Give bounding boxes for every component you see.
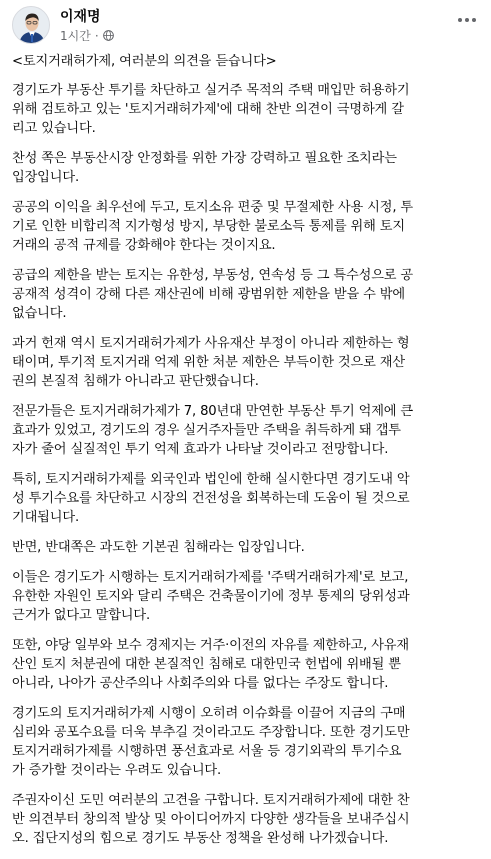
- post-paragraph: 과거 헌재 역시 토지거래허가제가 사유재산 부정이 아니라 제한하는 형 태이며, 투기적 토지거래 억제 위한 처분 제한은 부득이한 것으로 재산 권의 본질적 침해가 아니라고 판단했습니다.: [12, 336, 410, 389]
- post-paragraph: 공공의 이익을 최우선에 두고, 토지소유 편중 및 무절제한 사용 시정, 투 기로 인한 비합리적 지가형성 방지, 부당한 불로소득 통제를 위해 토지 거래의 공적 규제를 강화해야 한다는 것이지요.: [12, 200, 413, 253]
- post-paragraph: 특히, 토지거래허가제를 외국인과 법인에 한해 실시한다면 경기도내 악 성 투기수요를 차단하고 시장의 건전성을 회복하는데 도움이 될 것으로 기대됩니다.: [12, 472, 410, 525]
- post-paragraph: 경기도가 부동산 투기를 차단하고 실거주 목적의 주택 매입만 허용하기 위해 검토하고 있는 '토지거래허가제'에 대해 찬반 의견이 극명하게 갈 리고 있습니다.: [12, 83, 410, 136]
- post-time[interactable]: 1시간: [60, 29, 91, 43]
- meta-separator: ·: [94, 28, 99, 43]
- post-paragraph: 반면, 반대쪽은 과도한 기본권 침해라는 입장입니다.: [12, 540, 305, 555]
- more-options-icon[interactable]: [455, 12, 479, 28]
- post-paragraph: 전문가들은 토지거래허가제가 7, 80년대 만연한 부동산 투기 억제에 큰 효과가 있었고, 경기도의 경우 실거주자들만 주택을 취득하게 돼 갭투 자가 줄어 실질적인 투기 억제 효과가 나타날 것이라고 전망합니다.: [12, 404, 414, 457]
- globe-icon[interactable]: [103, 30, 114, 41]
- post-body: [12, 52, 480, 859]
- post-paragraph: 이들은 경기도가 시행하는 토지거래허가제를 '주택거래허가제'로 보고, 유한한 자원인 토지와 달리 주택은 건축물이기에 정부 통제의 당위성과 근거가 없다고 말합니다.: [12, 570, 410, 623]
- post-meta: [60, 27, 114, 44]
- author-avatar[interactable]: [12, 6, 50, 44]
- post-title: <토지거래허가제, 여러분의 의견을 듣습니다>: [12, 54, 277, 69]
- post-header: [0, 0, 491, 50]
- post-paragraph: 또한, 야당 일부와 보수 경제지는 거주·이전의 자유를 제한하고, 사유재 산인 토지 처분권에 대한 본질적인 침해로 대한민국 헌법에 위배될 뿐 아니라, 나아가 공산주의나 사회주의와 다를 없다는 주장도 합니다.: [12, 638, 409, 691]
- author-name[interactable]: 이재명: [60, 9, 101, 25]
- post-paragraph: 경기도의 토지거래허가제 시행이 오히려 이슈화를 이끌어 지금의 구매 심리와 공포수요를 더욱 부추길 것이라고도 주장합니다. 또한 경기도만 토지거래허가제를 시행하면 풍선효과로 서울 등 경기외곽의 투기수요 가 증가할 것이라는 우려도 있습니다.: [12, 706, 410, 778]
- post-paragraph: 공급의 제한을 받는 토지는 유한성, 부동성, 연속성 등 그 특수성으로 공 공재적 성격이 강해 다른 재산권에 비해 광범위한 제한을 받을 수 밖에 없습니다.: [12, 268, 413, 321]
- post-paragraph: 주권자이신 도민 여러분의 고견을 구합니다. 토지거래허가제에 대한 찬 반 의견부터 창의적 발상 및 아이디어까지 다양한 생각들을 보내주십시 오. 집단지성의 힘으로 경기도 부동산 정책을 완성해 나가겠습니다.: [12, 793, 410, 846]
- post-paragraph: 찬성 쪽은 부동산시장 안정화를 위한 가장 강력하고 필요한 조치라는 입장입니다.: [12, 151, 397, 185]
